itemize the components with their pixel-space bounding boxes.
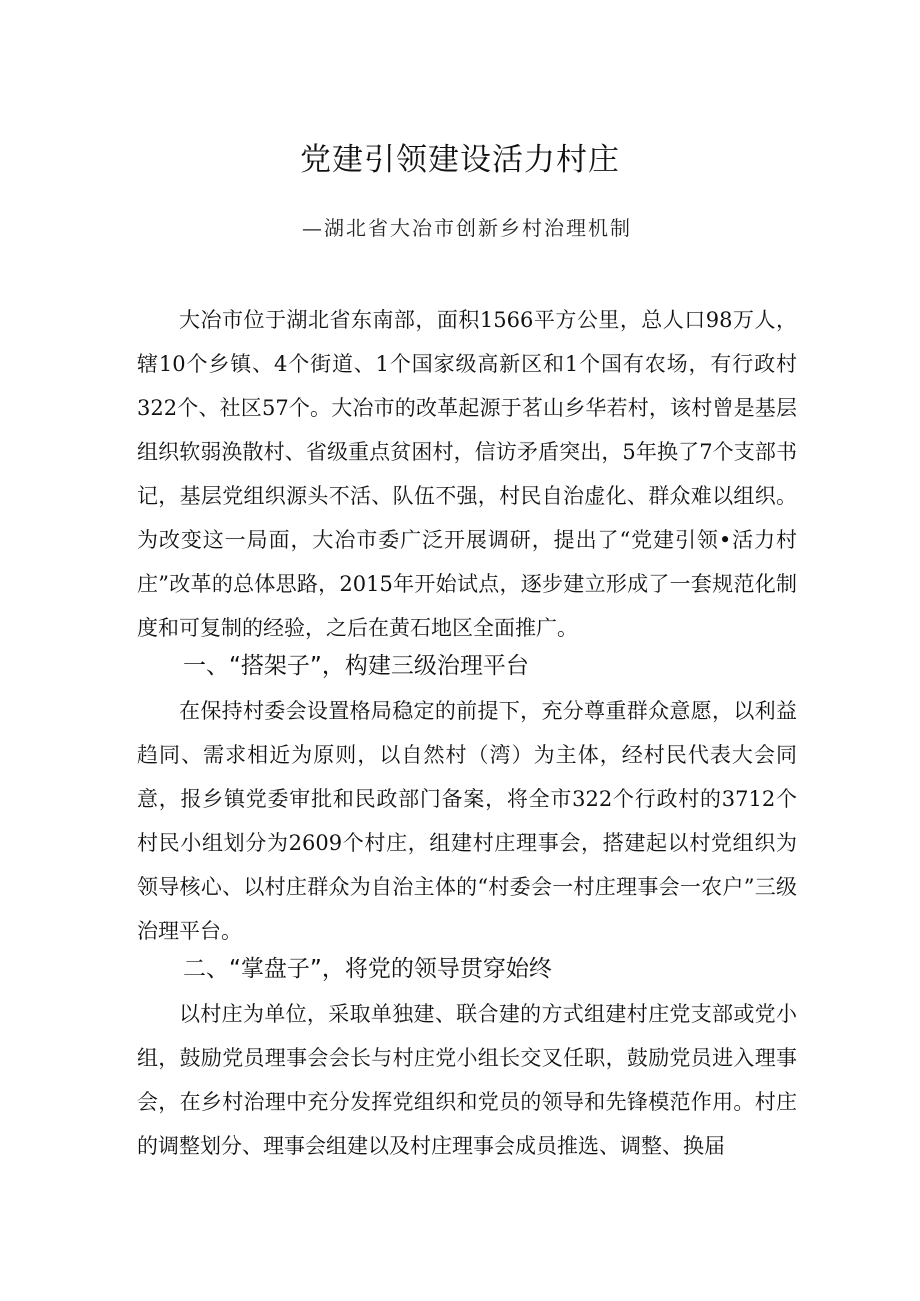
section-heading-1: 一、“搭架子”，构建三级治理平台: [183, 653, 529, 679]
paragraph-section-2: 以村庄为单位，采取单独建、联合建的方式组建村庄党支部或党小组，鼓励党员理事会会长与村庄党小组长交叉任职，鼓励党员进入理事会，在乡村治理中充分发挥党组织和党员的领导和先锋模范作用。村庄的调整划分、理事会组建以及村庄理事会成员推选、调整、换届: [137, 1002, 797, 1158]
section-heading-2: 二、“掌盘子”，将党的领导贯穿始终: [183, 956, 552, 982]
paragraph-section-1: 在保持村委会设置格局稳定的前提下，充分尊重群众意愿，以利益趋同、需求相近为原则，以自然村（湾）为主体，经村民代表大会同意，报乡镇党委审批和民政部门备案，将全市322个行政村的3712个村民小组划分为2609个村庄，组建村庄理事会，搭建起以村党组织为领导核心、以村庄群众为自治主体的“村委会一村庄理事会一农户”三级治理平台。: [137, 699, 797, 943]
document-title: 党建引领建设活力村庄: [300, 142, 620, 178]
document-subtitle: —湖北省大冶市创新乡村治理机制: [302, 216, 632, 240]
paragraph-intro: 大冶市位于湖北省东南部，面积1566平方公里，总人口98万人，辖10个乡镇、4个街道、1个国家级高新区和1个国有农场，有行政村322个、社区57个。大冶市的改革起源于茗山乡华若村，该村曾是基层组织软弱涣散村、省级重点贫困村，信访矛盾突出，5年换了7个支部书记，基层党组织源头不活、队伍不强，村民自治虚化、群众难以组织。为改变这一局面，大冶市委广泛开展调研，提出了“党建引领•活力村庄”改革的总体思路，2015年开始试点，逐步建立形成了一套规范化制度和可复制的经验，之后在黄石地区全面推广。: [137, 308, 797, 640]
